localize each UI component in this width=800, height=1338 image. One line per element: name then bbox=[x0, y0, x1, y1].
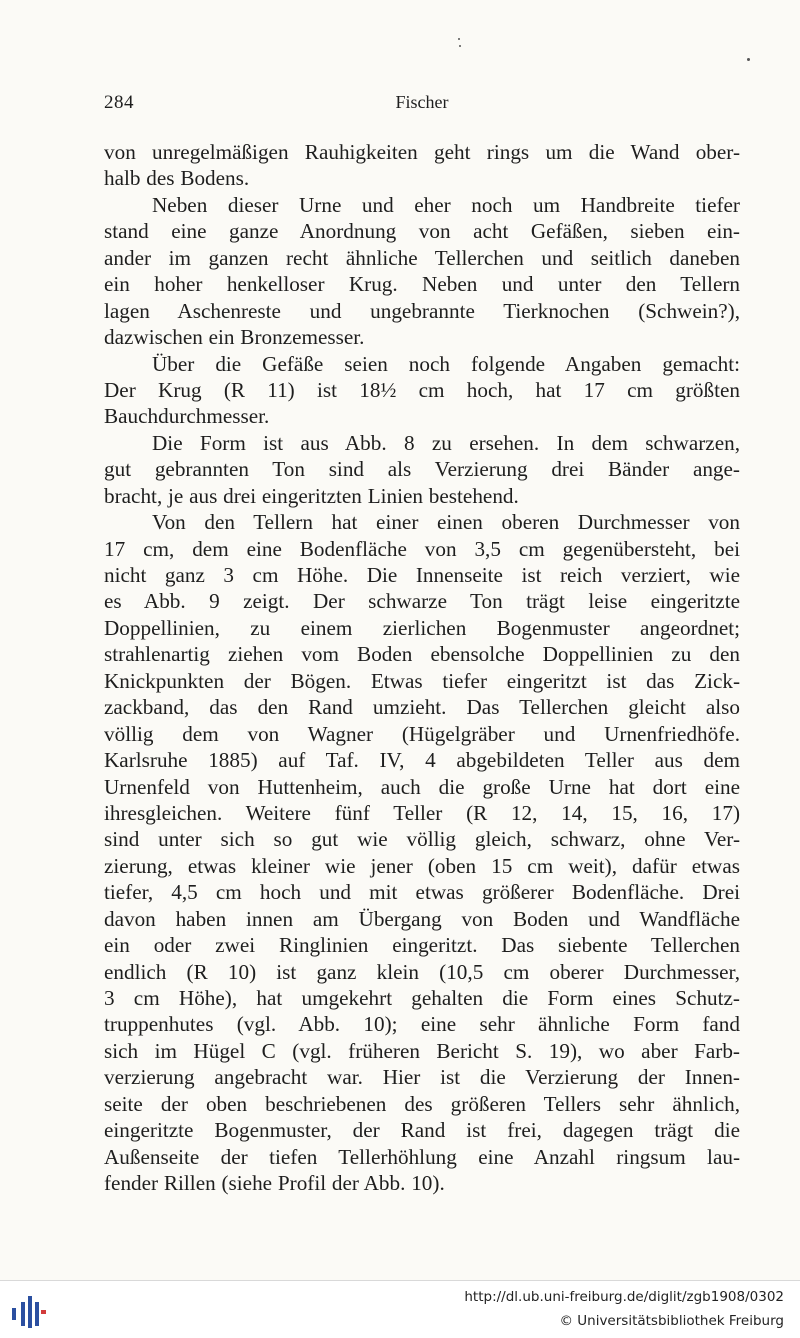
text-line: Bauchdurchmesser. bbox=[104, 404, 270, 429]
text-line: Der Krug (R 11) ist 18½ cm hoch, hat 17 cm größten bbox=[104, 377, 740, 402]
text-line: ihresgleichen. Weitere fünf Teller (R 12, 14, 15, 16, 17) bbox=[104, 800, 740, 825]
text-line: völlig dem von Wagner (Hügelgräber und Urnenfriedhöfe. bbox=[104, 721, 740, 746]
text-line: eingeritzte Bogenmuster, der Rand ist frei, dagegen trägt die bbox=[104, 1118, 740, 1143]
text-line: stand eine ganze Anordnung von acht Gefäßen, sieben ein- bbox=[104, 219, 740, 244]
text-line: davon haben innen am Übergang von Boden und Wandfläche bbox=[104, 906, 740, 931]
text-line: 3 cm Höhe), hat umgekehrt gehalten die Form eines Schutz- bbox=[104, 986, 740, 1010]
text-line: Urnenfeld von Huttenheim, auch die große Urne hat dort eine bbox=[104, 774, 740, 799]
text-line: Über die Gefäße seien noch folgende Angaben gemacht: bbox=[152, 351, 740, 376]
text-line: seite der oben beschriebenen des größeren Tellers sehr ähnlich, bbox=[104, 1091, 740, 1116]
text-line: ein hoher henkelloser Krug. Neben und unter den Tellern bbox=[104, 272, 740, 297]
digital-library-link[interactable]: http://dl.ub.uni-freiburg.de/diglit/zgb1908/0302 bbox=[464, 1289, 784, 1305]
text-line: fender Rillen (siehe Profil der Abb. 10). bbox=[104, 1171, 445, 1196]
text-line: nicht ganz 3 cm Höhe. Die Innenseite ist reich verziert, wie bbox=[104, 563, 740, 587]
running-head: Fischer bbox=[395, 92, 449, 112]
text-line: Von den Tellern hat einer einen oberen Durchmesser von bbox=[152, 510, 740, 535]
text-line: Die Form ist aus Abb. 8 zu ersehen. In dem schwarzen, bbox=[152, 430, 740, 455]
text-line: halb des Bodens. bbox=[104, 166, 250, 191]
scan-speck bbox=[459, 45, 461, 47]
page-header bbox=[104, 88, 740, 118]
copyright-notice: © Universitätsbibliothek Freiburg bbox=[559, 1313, 784, 1329]
text-line: dazwischen ein Bronzemesser. bbox=[104, 325, 365, 350]
text-line: tiefer, 4,5 cm hoch und mit etwas größerer Bodenfläche. Drei bbox=[104, 880, 740, 905]
text-line: Doppellinien, zu einem zierlichen Bogenmuster angeordnet; bbox=[104, 615, 740, 640]
page-number: 284 bbox=[104, 92, 134, 113]
text-line: Außenseite der tiefen Tellerhöhlung eine Anzahl ringsum lau- bbox=[104, 1144, 740, 1169]
text-line: zierung, etwas kleiner wie jener (oben 15 cm weit), dafür etwas bbox=[104, 853, 740, 878]
footer-bar bbox=[0, 1280, 800, 1338]
text-line: Karlsruhe 1885) auf Taf. IV, 4 abgebildeten Teller aus dem bbox=[104, 748, 740, 773]
library-logo-icon bbox=[8, 1292, 48, 1332]
text-line: zackband, das den Rand umzieht. Das Tellerchen gleicht also bbox=[104, 695, 740, 720]
scan-speck bbox=[747, 58, 750, 61]
text-line: verzierung angebracht war. Hier ist die Verzierung der Innen- bbox=[104, 1065, 740, 1090]
text-line: von unregelmäßigen Rauhigkeiten geht rings um die Wand ober- bbox=[104, 140, 740, 164]
text-line: es Abb. 9 zeigt. Der schwarze Ton trägt leise eingeritzte bbox=[104, 589, 740, 614]
text-line: bracht, je aus drei eingeritzten Linien bestehend. bbox=[104, 483, 519, 508]
scan-speck bbox=[458, 38, 460, 40]
text-line: ein oder zwei Ringlinien eingeritzt. Das siebente Tellerchen bbox=[104, 933, 740, 958]
text-line: endlich (R 10) ist ganz klein (10,5 cm oberer Durchmesser, bbox=[104, 959, 740, 984]
text-line: lagen Aschenreste und ungebrannte Tierknochen (Schwein?), bbox=[104, 298, 740, 323]
text-line: truppenhutes (vgl. Abb. 10); eine sehr ähnliche Form fand bbox=[104, 1012, 740, 1037]
text-line: strahlenartig ziehen vom Boden ebensolche Doppellinien zu den bbox=[104, 642, 740, 667]
text-line: Neben dieser Urne und eher noch um Handbreite tiefer bbox=[152, 192, 740, 217]
text-line: 17 cm, dem eine Bodenfläche von 3,5 cm gegenübersteht, bei bbox=[104, 536, 740, 561]
text-line: gut gebrannten Ton sind als Verzierung drei Bänder ange- bbox=[104, 457, 740, 482]
body-text bbox=[104, 139, 740, 1197]
text-line: sind unter sich so gut wie völlig gleich, schwarz, ohne Ver- bbox=[104, 827, 740, 852]
text-line: Knickpunkten der Bögen. Etwas tiefer eingeritzt ist das Zick- bbox=[104, 668, 740, 693]
text-line: sich im Hügel C (vgl. früheren Bericht S. 19), wo aber Farb- bbox=[104, 1038, 740, 1063]
text-line: ander im ganzen recht ähnliche Tellerchen und seitlich daneben bbox=[104, 245, 740, 270]
